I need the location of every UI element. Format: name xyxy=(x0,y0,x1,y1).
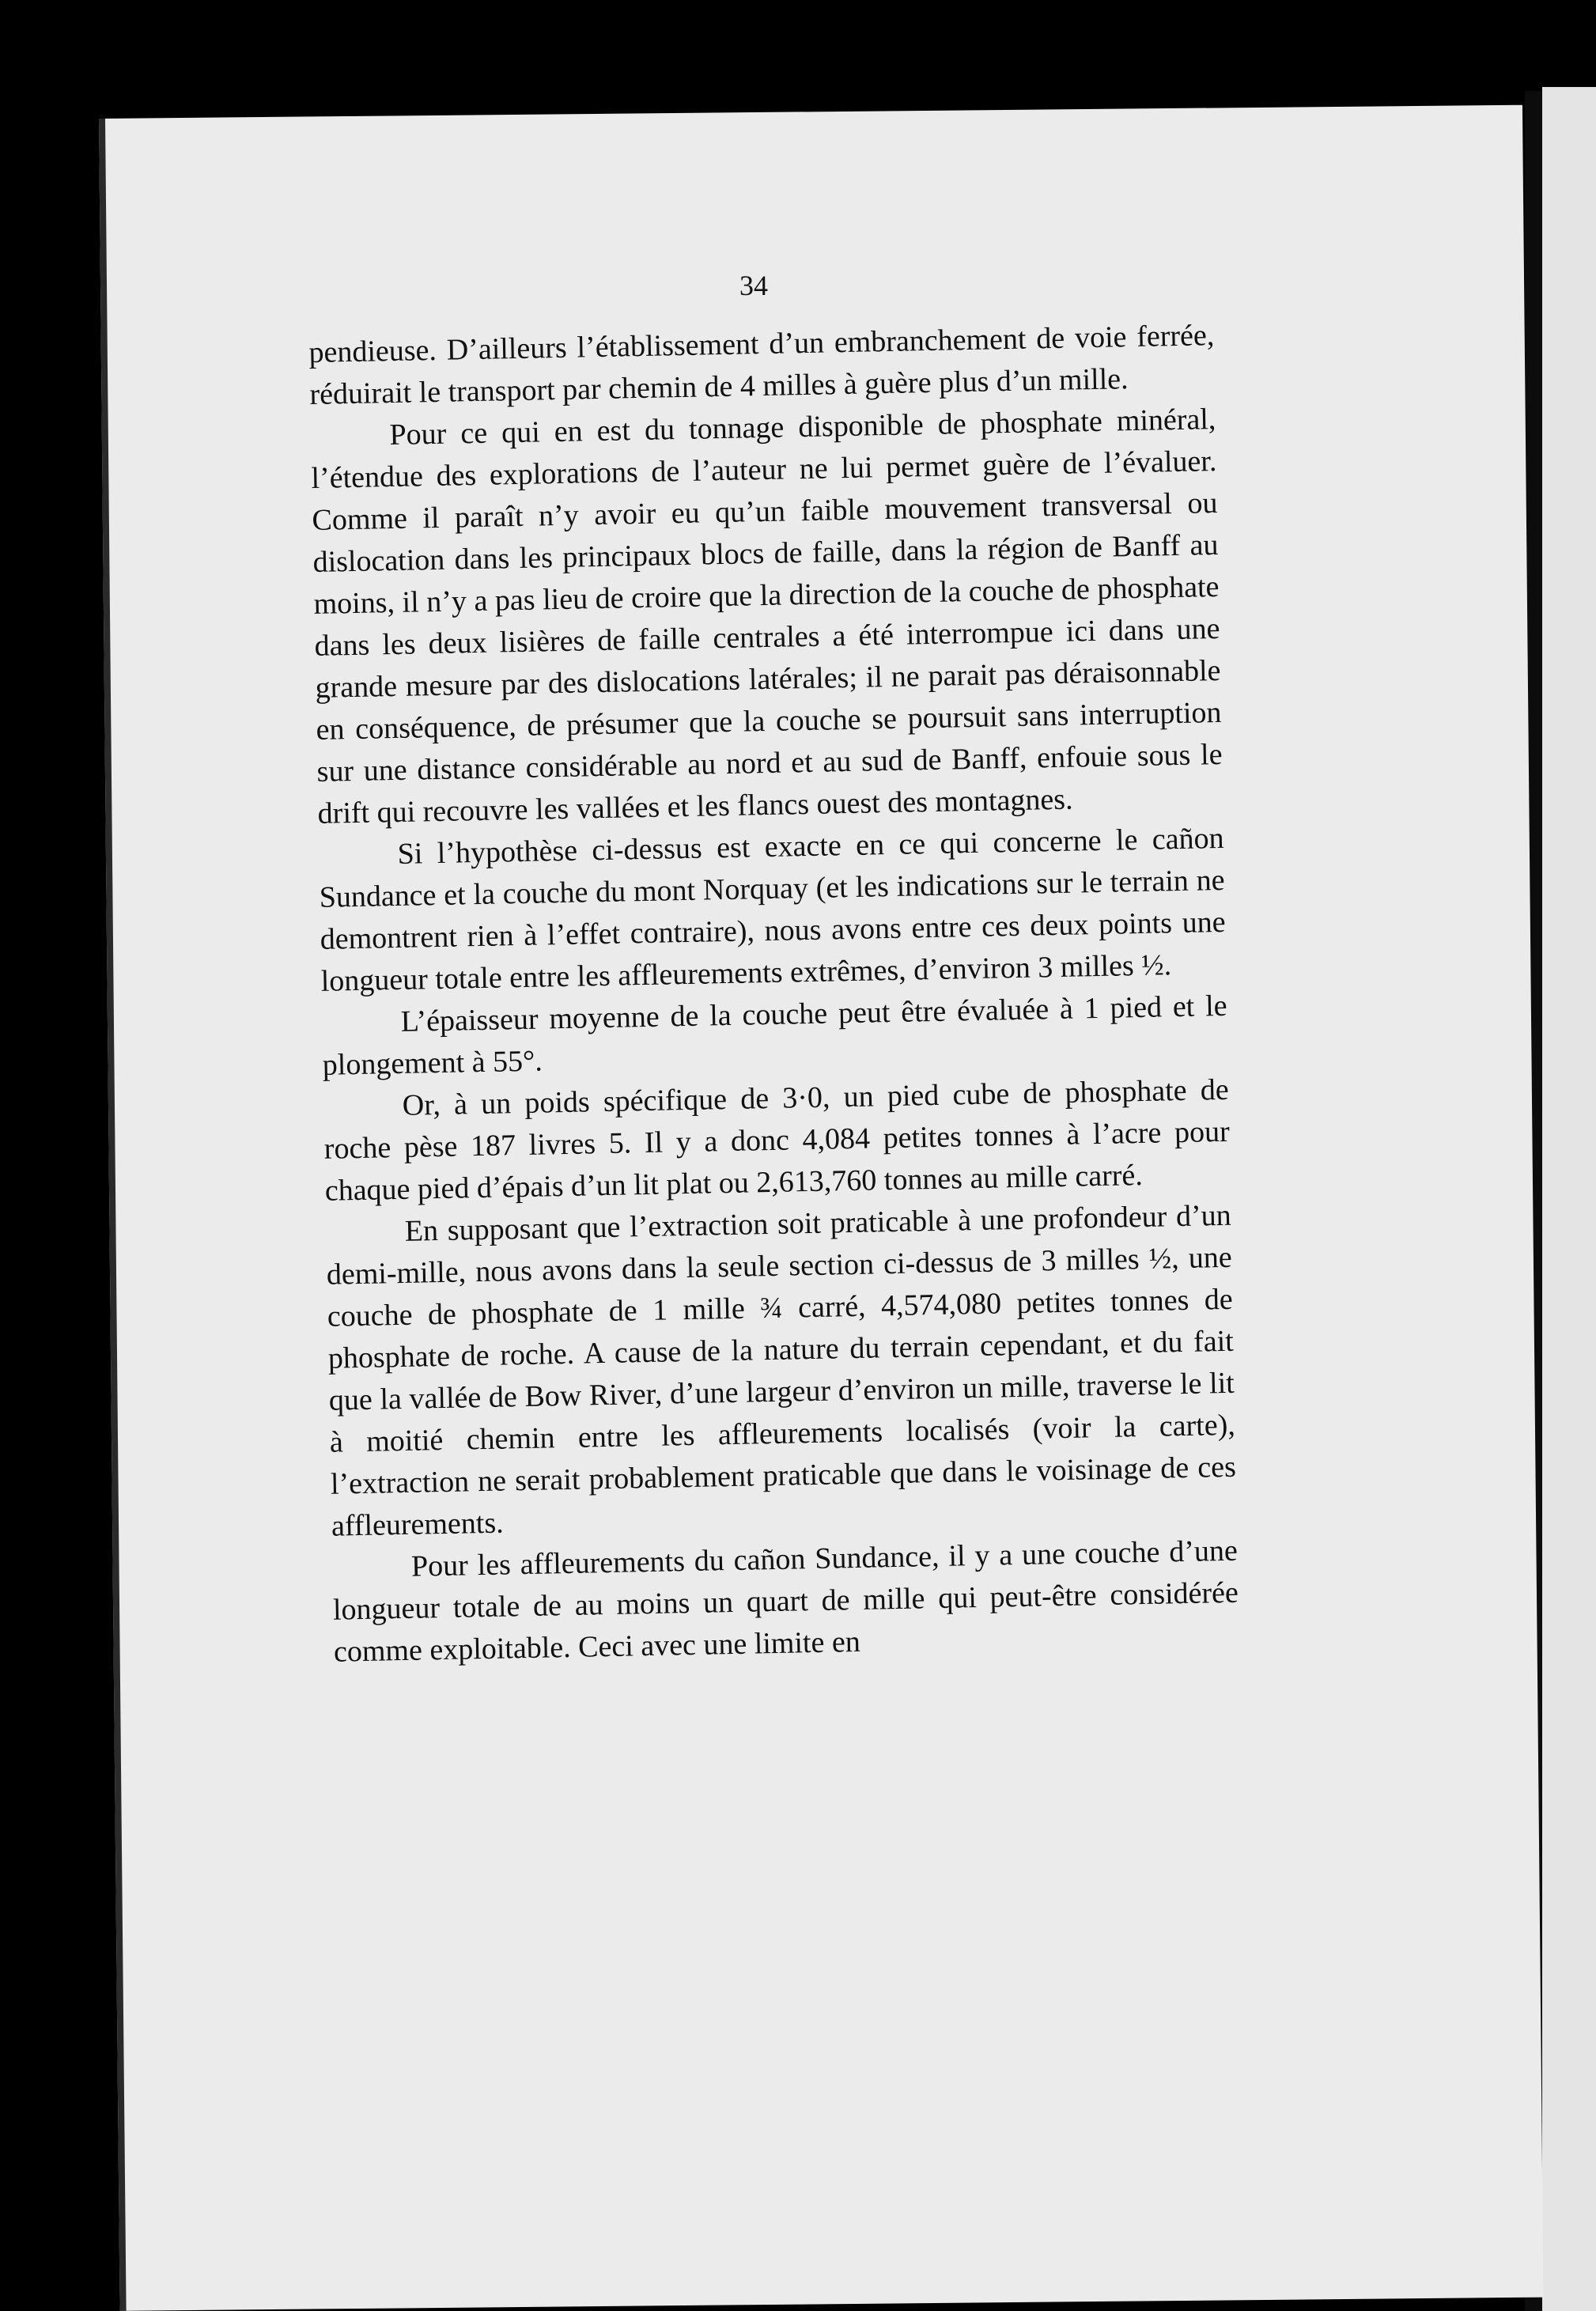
paragraph-6: En supposant que l’extraction soit praticable à une profondeur d’un demi-mille, nous avons dans la seule section ci-dessus de 3 milles ½, une couche de phosphate de 1 mille ¾ carré, 4,574,080 petites tonnes de phosphate de roche. A cause de la nature du terrain cependant, et du fait que la vallée de Bow River, d’une largeur d’environ un mille, traverse le lit à moitié chemin entre les affleurements localisés (voir la carte), l’extraction ne serait probablement praticable que dans le voisinage de ces affleurements. xyxy=(326,1198,1237,1543)
paragraph-4: L’épaisseur moyenne de la couche peut être évaluée à 1 pied et le plongement à 55°. xyxy=(322,989,1227,1082)
page-number: 34 xyxy=(739,270,768,301)
paragraph-5: Or, à un poids spécifique de 3·0, un pied cube de phosphate de roche pèse 187 livres 5. Il y a donc 4,084 petites tonnes à l’acre pour chaque pied d’épais d’un lit plat ou 2,613,760 tonnes au mille carré. xyxy=(323,1072,1231,1208)
paragraph-1: pendieuse. D’ailleurs l’établissement d’un embranchement de voie ferrée, réduirait le transport par chemin de 4 milles à guère plus d’un mille. xyxy=(308,319,1215,411)
paragraph-2: Pour ce qui en est du tonnage disponible de phosphate minéral, l’étendue des explorations de l’auteur ne lui permet guère de l’évaluer. Comme il paraît n’y avoir eu qu’un faible mouvement transversal ou dislocation dans les principaux blocs de faille, dans la région de Banff au moins, il n’y a pas lieu de croire que la direction de la couche de phosphate dans les deux lisières de faille centrales a été interrompue ici dans une grande mesure par des dislocations latérales; il ne parait pas déraisonnable en conséquence, de présumer que la couche se poursuit sans interruption sur une distance considérable au nord et au sud de Banff, enfouie sous le drift qui recouvre les vallées et les flancs ouest des montagnes. xyxy=(311,402,1223,830)
adjacent-page-strip xyxy=(1542,87,1596,2311)
paragraph-7: Pour les affleurements du cañon Sundance, il y a une couche d’une longueur totale de au moins un quart de mille qui peut-être considérée comme exploitable. Ceci avec une limite en xyxy=(332,1534,1239,1669)
body-text xyxy=(308,315,1239,1674)
paragraph-3: Si l’hypothèse ci-dessus est exacte en ce qui concerne le cañon Sundance et la couche du mont Norquay (et les indications sur le terrain ne demontrent rien à l’effet contraire), nous avons entre ces deux points une longueur totale entre les affleurements extrêmes, d’environ 3 milles ½. xyxy=(319,821,1226,998)
